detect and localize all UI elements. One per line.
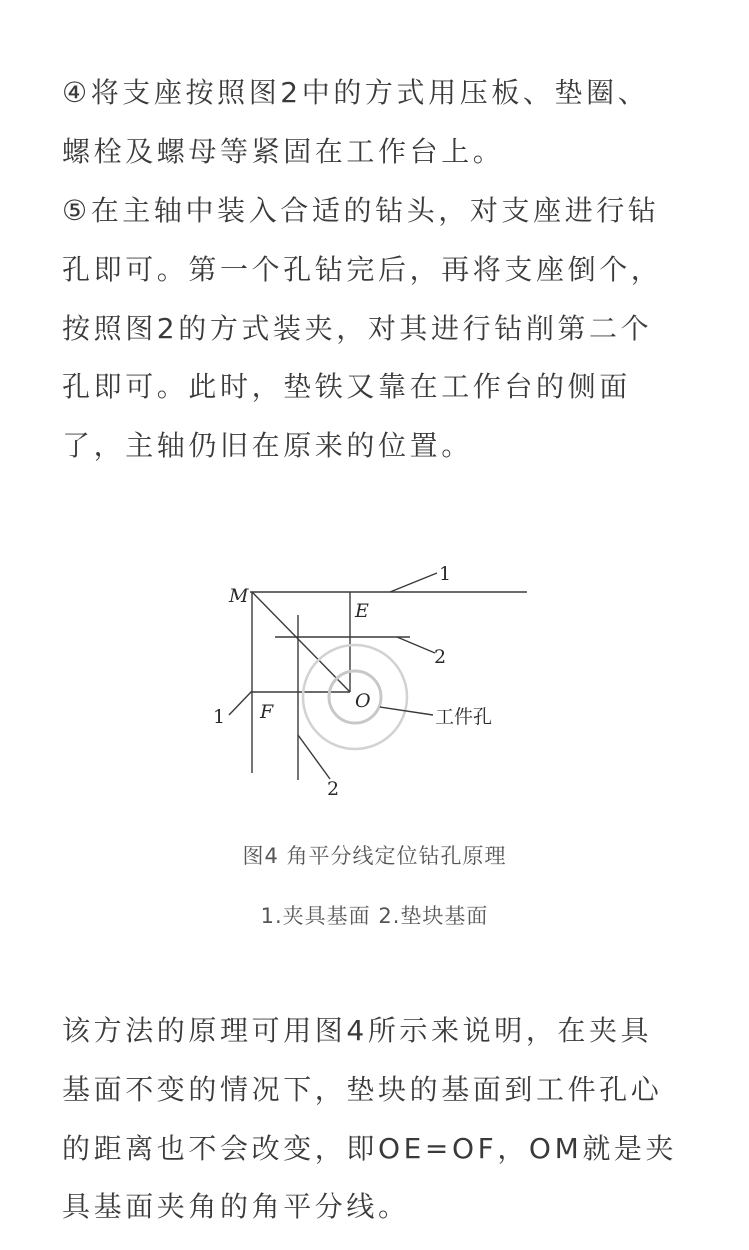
text-line: 基面不变的情况下，垫块的基面到工件孔心 [62,1072,663,1106]
text-line: 螺栓及螺母等紧固在工作台上。 [62,134,505,168]
label-top-1: 1 [439,563,452,585]
text-line: 该方法的原理可用图4所示来说明，在夹具 [62,1014,653,1047]
text-line: 按照图2的方式装夹，对其进行钻削第二个 [62,311,653,345]
figure-caption-legend: 1.夹具基面 2.垫块基面 [260,904,489,928]
figure-4-diagram [205,555,535,805]
text-line: 孔即可。第一个孔钻完后，再将支座倒个， [62,252,663,286]
bisector-diagram [205,555,535,805]
text-line: ⑤在主轴中装入合适的钻头，对支座进行钻 [62,194,660,227]
leader-right-2 [397,637,435,653]
leader-bottom-2 [298,735,330,779]
figure-caption-title: 图4 角平分线定位钻孔原理 [242,844,507,868]
label-o: O [355,690,371,712]
text-line: 的距离也不会改变，即OE=OF，OM就是夹 [62,1131,678,1165]
text-line: 孔即可。此时，垫铁又靠在工作台的侧面 [62,370,631,404]
label-m: M [229,585,249,607]
label-f: F [260,701,274,723]
label-e: E [355,600,369,622]
label-bottom-2: 2 [327,778,340,800]
text-line: ④将支座按照图2中的方式用压板、垫圈、 [62,76,650,109]
text-line: 具基面夹角的角平分线。 [62,1190,410,1224]
text-line: 了，主轴仍旧在原来的位置。 [62,429,473,463]
label-workpiece-hole: 工件孔 [435,706,493,728]
label-left-1: 1 [213,706,226,728]
label-right-2: 2 [434,646,447,668]
leader-left-1 [229,691,252,715]
paragraph-explanation [62,1002,692,1237]
paragraph-step-4 [62,64,692,182]
bisector-line [252,592,350,692]
paragraph-step-5 [62,182,692,476]
leader-top-1 [390,573,437,592]
